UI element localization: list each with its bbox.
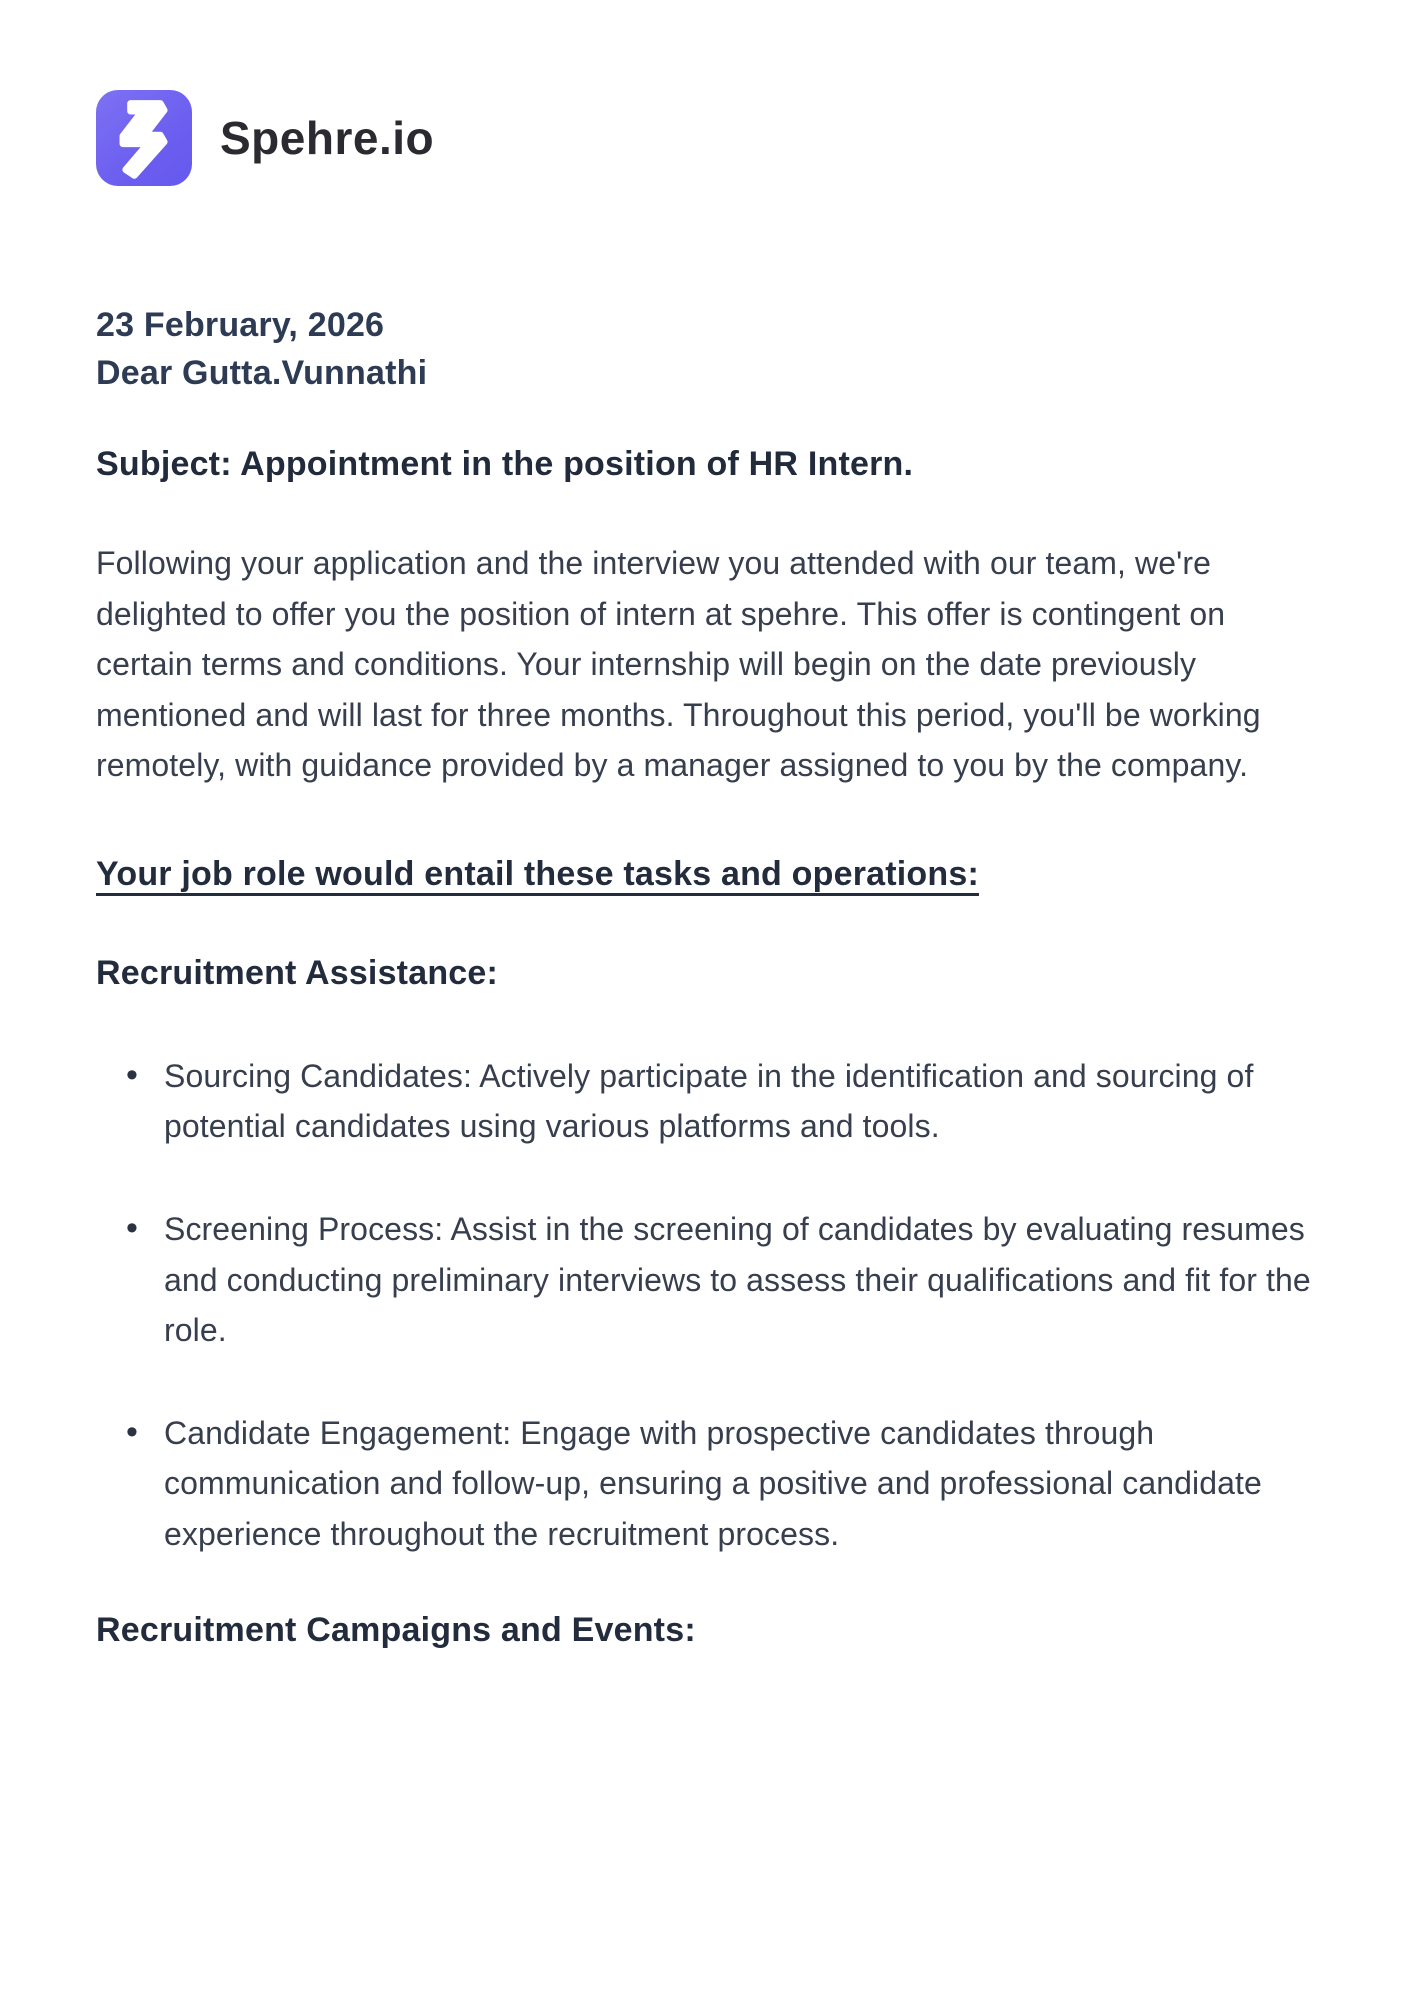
list-item: • Sourcing Candidates: Actively participate in the identification and sourcing of potential candidates using various platforms and tools. [126, 1051, 1330, 1152]
intro-paragraph: Following your application and the interview you attended with our team, we're delighted to offer you the position of intern at spehre. This offer is contingent on certain terms and conditions. Your internship will begin on the date previously mentioned and will last for three months. Throughout this period, you'll be working remotely, with guidance provided by a manager assigned to you by the company. [96, 545, 1261, 784]
list-item: • Screening Process: Assist in the screening of candidates by evaluating resumes and conducting preliminary interviews to assess their qualifications and fit for the role. [126, 1204, 1330, 1356]
brand-wordmark: Spehre.io [220, 112, 435, 164]
list-item: • Candidate Engagement: Engage with prospective candidates through communication and follow-up, ensuring a positive and professional candidate experience throughout the recruitment process. [126, 1408, 1330, 1560]
letter-salutation: Dear Gutta.Vunnathi [96, 353, 428, 392]
section-title-recruitment-assistance: Recruitment Assistance: [96, 953, 499, 992]
spehre-logo [96, 90, 192, 186]
letter-opening [96, 302, 1330, 397]
subject-line: Subject: Appointment in the position of HR Intern. [96, 445, 914, 484]
tasks-heading: Your job role would entail these tasks and operations: [96, 854, 979, 893]
recruitment-assistance-list [96, 1051, 1330, 1559]
letter-date: 23 February, 2026 [96, 306, 385, 344]
bolt-s-icon [96, 90, 192, 186]
section-title-recruitment-campaigns: Recruitment Campaigns and Events: [96, 1611, 696, 1650]
brand-header [96, 90, 1330, 186]
